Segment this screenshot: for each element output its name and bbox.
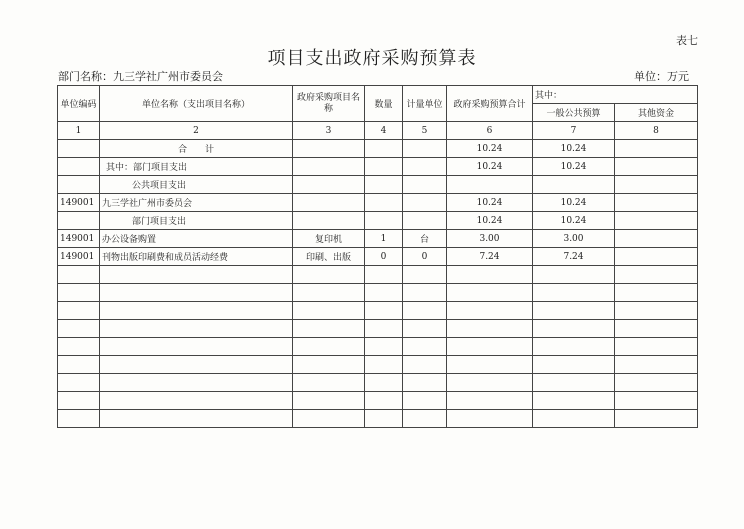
cell-item [293, 176, 365, 194]
cell-code: 149001 [58, 248, 100, 266]
header-total: 政府采购预算合计 [447, 86, 533, 122]
cell-item [293, 158, 365, 176]
header-name: 单位名称（支出项目名称） [100, 86, 293, 122]
cell-general: 10.24 [533, 194, 615, 212]
cell-name: 刊物出版印刷费和成员活动经费 [100, 248, 293, 266]
budget-table [57, 85, 698, 428]
cell-code [58, 212, 100, 230]
unit-label: 单位：万元 [634, 70, 689, 83]
column-number-row [58, 122, 698, 140]
cell-other [615, 212, 698, 230]
col-number: 7 [533, 122, 615, 140]
cell-other [615, 194, 698, 212]
header-code: 单位编码 [58, 86, 100, 122]
col-number: 2 [100, 122, 293, 140]
table-row [58, 140, 698, 158]
cell-general: 10.24 [533, 158, 615, 176]
cell-item [293, 212, 365, 230]
cell-name: 其中：部门项目支出 [100, 158, 293, 176]
cell-total: 7.24 [447, 248, 533, 266]
cell-measure [403, 158, 447, 176]
cell-measure [403, 194, 447, 212]
empty-row [58, 392, 698, 410]
department-label: 部门名称：九三学社广州市委员会 [58, 70, 223, 83]
cell-other [615, 140, 698, 158]
col-number: 5 [403, 122, 447, 140]
table-row [58, 194, 698, 212]
cell-other [615, 230, 698, 248]
page-title: 项目支出政府采购预算表 [267, 48, 477, 69]
cell-total: 10.24 [447, 140, 533, 158]
header-measure: 计量单位 [403, 86, 447, 122]
cell-code [58, 158, 100, 176]
cell-total: 3.00 [447, 230, 533, 248]
empty-row [58, 338, 698, 356]
empty-row [58, 266, 698, 284]
table-row [58, 230, 698, 248]
cell-total: 10.24 [447, 194, 533, 212]
col-number: 8 [615, 122, 698, 140]
empty-row [58, 356, 698, 374]
cell-item: 印刷、出版 [293, 248, 365, 266]
header-item: 政府采购项目名称 [293, 86, 365, 122]
table-row [58, 248, 698, 266]
cell-general: 10.24 [533, 140, 615, 158]
cell-qty [365, 176, 403, 194]
empty-row [58, 302, 698, 320]
cell-measure: 台 [403, 230, 447, 248]
col-number: 3 [293, 122, 365, 140]
cell-qty: 0 [365, 248, 403, 266]
cell-qty [365, 212, 403, 230]
cell-general: 3.00 [533, 230, 615, 248]
cell-measure [403, 212, 447, 230]
header-qty: 数量 [365, 86, 403, 122]
cell-qty [365, 194, 403, 212]
cell-measure [403, 176, 447, 194]
cell-item [293, 194, 365, 212]
cell-name: 办公设备购置 [100, 230, 293, 248]
cell-item: 复印机 [293, 230, 365, 248]
table-row [58, 212, 698, 230]
cell-qty: 1 [365, 230, 403, 248]
cell-name: 公共项目支出 [100, 176, 293, 194]
form-number: 表七 [676, 34, 698, 47]
header-general: 一般公共预算 [533, 104, 615, 122]
cell-other [615, 176, 698, 194]
empty-row [58, 320, 698, 338]
cell-general: 7.24 [533, 248, 615, 266]
cell-qty [365, 140, 403, 158]
cell-code [58, 140, 100, 158]
cell-name: 合 计 [100, 140, 293, 158]
col-number: 4 [365, 122, 403, 140]
header-among: 其中： [533, 86, 698, 104]
cell-code [58, 176, 100, 194]
cell-general: 10.24 [533, 212, 615, 230]
cell-measure: 0 [403, 248, 447, 266]
cell-qty [365, 158, 403, 176]
table-row [58, 158, 698, 176]
cell-general [533, 176, 615, 194]
col-number: 1 [58, 122, 100, 140]
empty-row [58, 410, 698, 428]
empty-row [58, 374, 698, 392]
cell-total: 10.24 [447, 212, 533, 230]
header-other: 其他资金 [615, 104, 698, 122]
cell-name: 九三学社广州市委员会 [100, 194, 293, 212]
cell-measure [403, 140, 447, 158]
cell-code: 149001 [58, 194, 100, 212]
cell-other [615, 248, 698, 266]
cell-total [447, 176, 533, 194]
empty-row [58, 284, 698, 302]
cell-item [293, 140, 365, 158]
table-row [58, 176, 698, 194]
cell-name: 部门项目支出 [100, 212, 293, 230]
col-number: 6 [447, 122, 533, 140]
cell-total: 10.24 [447, 158, 533, 176]
cell-code: 149001 [58, 230, 100, 248]
cell-other [615, 158, 698, 176]
